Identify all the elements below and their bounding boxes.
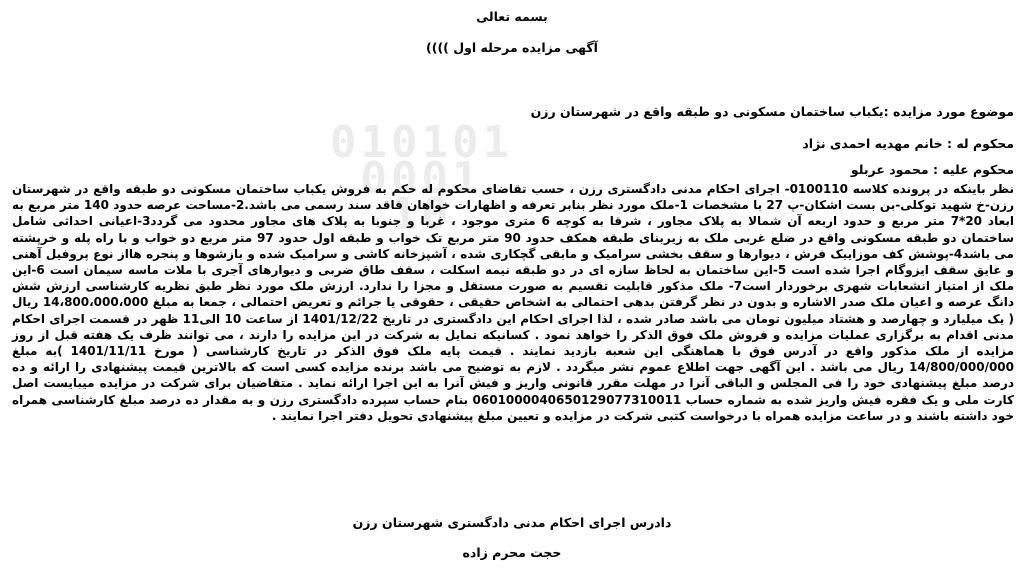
debtor-line: محکوم علیه : محمود عربلو	[850, 162, 1014, 177]
winner-line: محکوم له : خانم مهدیه احمدی نژاد	[802, 136, 1014, 151]
signatory-name: حجت محرم زاده	[462, 545, 562, 560]
notice-body: نظر باینکه در پرونده کلاسه 0100110- اجرای احکام مدنی دادگستری رزن ، حسب تقاضای محکوم له حکم به فروش یکباب ساختمان مسکونی دو طبقه واقع در شهرستان رزن-خ شهید توکلی-بن بست اشکان-پ 27 با مشخصات 1-ملک مورد نظر بنابر تعرفه و اظهارات خواهان فاقد سند رسمی می باشد.2-مساحت عرصه حدود 140 متر مربع به ابعاد 20*7 متر مربع و حدود اربعه آن شمالا به پلاک مجاور ، شرقا به کوچه 6 متری موجود ، غربا و جنوبا به پلاک های مجاور محدود می گردد3-اعیانی احداثی شامل ساختمان دو طبقه مسکونی واقع در ضلع غربی ملک به زیربنای طبقه همکف حدود 90 متر مربع تک خواب و طبقه اول حدود 97 متر مربع دو خواب و با راه پله و خرپشته می باشد4-پوشش کف موزاییک فرش ، دیوارها و سقف بخشی سرامیک و مابقی گچکاری شده ، آشپزخانه کاشی و سرامیک شده و بازشوها و پنجره هااز نوع پروفیل آهنی و عایق سقف ایزوگام اجرا شده است 5-این ساختمان به لحاظ سازه ای در دو طبقه نیمه اسکلت ، سقف طاق ضربی و دیوارهای آجری با ملات ماسه سیمان است 6-این ملک از امتیاز انشعابات شهری برخوردار است7- ملک مذکور قابلیت تقسیم به صورت مستقل و مجزا را ندارد. ارزش ملک مورد نظر طبق نظریه کارشناسی ارزش شش دانگ عرصه و اعیان ملک صدر الاشاره و بدون در نظر گرفتن بدهی احتمالی به اشخاص حقیقی ، حقوقی یا جرائم و تعریض احتمالی ، جمعا به مبلغ 14،800،000،000 ریال ( یک میلیارد و چهارصد و هشتاد میلیون تومان می باشد صادر شده ، لذا اجرای احکام این دادگستری در تاریخ 1401/12/22 از ساعت 10 الی11 ظهر در قسمت اجرای احکام مدنی اقدام به برگزاری عملیات مزایده و فروش ملک فوق الذکر را خواهد نمود . کسانیکه تمایل به شرکت در این مزایده را دارند ، می توانند ظرف یک هفته قبل از روز مزایده از ملک مذکور واقع در آدرس فوق با هماهنگی این شعبه بازدید نمایند . قیمت پایه ملک فوق الذکر در تاریخ کارشناسی ( مورخ 1401/11/11 )به مبلغ 14/800/000/000 ریال می باشد . این آگهی جهت اطلاع عموم نشر میگردد . لازم به توضیح می باشد برنده مزایده کسی است که بالاترین قیمت پیشنهادی را ارائه و ده درصد مبلغ پیشنهادی خود را فی المجلس و الباقی آنرا در مهلت مقرر قانونی واریز و فیش آنرا به این اجرا ارائه نماید . متقاضیان برای شرکت در مزایده میبایست اصل کارت ملی و یک فقره فیش واریز شده به شماره حساب 0601000040650129077310011 بنام حساب سپرده دادگستری رزن و به مقدار ده درصد مبلغ کارشناسی همراه خود داشته باشند و در ساعت مزایده همراه با درخواست کتبی شرکت در مزایده و تعیین مبلغ پیشنهادی تحویل دفتر اجرا نمایند .	[12, 182, 1015, 423]
watermark-line-2: 0001	[360, 153, 483, 204]
watermark-line-1: 010101	[330, 117, 513, 168]
office-signature: دادرس اجرای احکام مدنی دادگستری شهرستان رزن	[352, 515, 672, 530]
basmala-heading: بسمه تعالی	[476, 9, 548, 24]
watermark-line-3: 10	[390, 189, 452, 240]
subject-line: موضوع مورد مزایده :یکباب ساختمان مسکونی دو طبقه واقع در شهرستان رزن	[530, 104, 1014, 119]
notice-title: آگهی مزایده مرحله اول ))))	[426, 40, 598, 55]
